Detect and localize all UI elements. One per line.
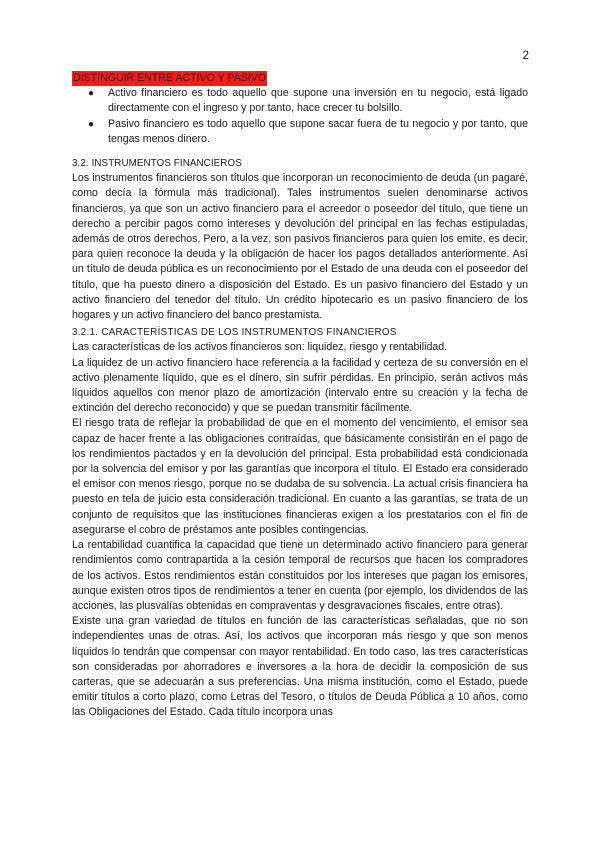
paragraph: Las características de los activos financieros son: liquidez, riesgo y rentabilidad.: [72, 341, 448, 354]
paragraph: La liquidez de un activo financiero hace referencia a la facilidad y certeza de su conversión en el activo plenamente líquido, que es el dinero, sin sufrir pérdidas. En principio, serán activos más líquidos aquellos con menor plazo de amortización (intervalo entre su creación y la fecha de extinción del derecho reconocido) y que se puedan transmitir fácilmente.: [72, 356, 528, 415]
list-item: [72, 117, 528, 147]
bullet-icon: ●: [88, 88, 95, 100]
section-title: 3.2. INSTRUMENTOS FINANCIEROS: [72, 158, 242, 170]
paragraph: La rentabilidad cuantifica la capacidad que tiene un determinado activo financiero para generar rendimientos como contrapartida a la cesión temporal de recursos que hacen los compradores de los activos. Estos rendimientos están constituidos por los intereses que pagan los emisores, aunque existen otros tipos de rendimientos a tener en cuenta (por ejemplo, los dividendos de las acciones, las plusvalías obtenidas en compraventas y desgravaciones fiscales, entre otras).: [72, 539, 528, 612]
page-number: 2: [522, 50, 529, 62]
bullet-list: [72, 86, 528, 147]
bullet-text: Pasivo financiero es todo aquello que supone sacar fuera de tu negocio y por tanto, que tengas menos dinero.: [108, 117, 528, 145]
list-item: [72, 86, 528, 116]
subsection-title: 3.2.1. CARACTERÍSTICAS DE LOS INSTRUMENTOS FINANCIEROS: [72, 327, 397, 339]
highlighted-heading: DISTINGUIR ENTRE ACTIVO Y PASIVO: [72, 71, 267, 86]
document-body: [72, 71, 528, 721]
heading-wrapper: [72, 71, 528, 86]
bullet-text: Activo financiero es todo aquello que supone una inversión en tu negocio, está ligado directamente con el ingreso y por tanto, hace crecer tu bolsillo.: [108, 87, 528, 115]
bullet-icon: ●: [88, 118, 95, 130]
section-paragraph: Los instrumentos financieros son títulos que incorporan un reconocimiento de deuda (un pagaré, como decía la fórmula más tradicional). Tales instrumentos suelen denominarse activos financieros, ya que son un activo financiero para el acreedor o poseedor del título, que tiene un derecho a percibir pagos como intereses y devolución del principal en las fechas estipuladas, además de otros derechos. Pero, a la vez, son pasivos financieros para quien los emite, es decir, para quien reconoce la deuda y la obligación de hacer los pagos detallados anteriormente. Así un título de deuda pública es un reconocimiento por el Estado de una deuda con el poseedor del título, que ha puesto dinero a disposición del Estado. Es un pasivo financiero del Estado y un activo financiero del tenedor del título. Un crédito hipotecario es un pasivo financiero de los hogares y un activo financiero del banco prestamista.: [72, 172, 528, 322]
paragraph: El riesgo trata de reflejar la probabilidad de que en el momento del vencimiento, el emisor sea capaz de hacer frente a las obligaciones contraídas, que básicamente consistirán en el pago de los rendimientos pactados y en la devolución del principal. Esta probabilidad está condicionada por la solvencia del emisor y por las garantías que incorpora el título. El Estado era considerado el emisor con menos riesgo, porque no se dudaba de su solvencia. La actual crisis financiera ha puesto en tela de juicio esta consideración tradicional. En cuanto a las garantías, se trata de un conjunto de requisitos que las instituciones financieras exigen a los prestatarios con el fin de asegurarse el cobro de préstamos ante posibles contingencias.: [72, 417, 528, 536]
paragraph: Existe una gran variedad de títulos en función de las características señaladas, que no son independientes unas de otras. Así, los activos que incorporan más riesgo y que son menos líquidos lo tendrán que compensar con mayor rentabilidad. En todo caso, las tres características son consideradas por ahorradores e inversores a la hora de decidir la composición de sus carteras, que se adecuarán a sus preferencias. Una misma institución, como el Estado, puede emitir títulos a corto plazo, como Letras del Tesoro, o títulos de Deuda Pública a 10 años, como las Obligaciones del Estado. Cada título incorpora unas: [72, 615, 528, 719]
